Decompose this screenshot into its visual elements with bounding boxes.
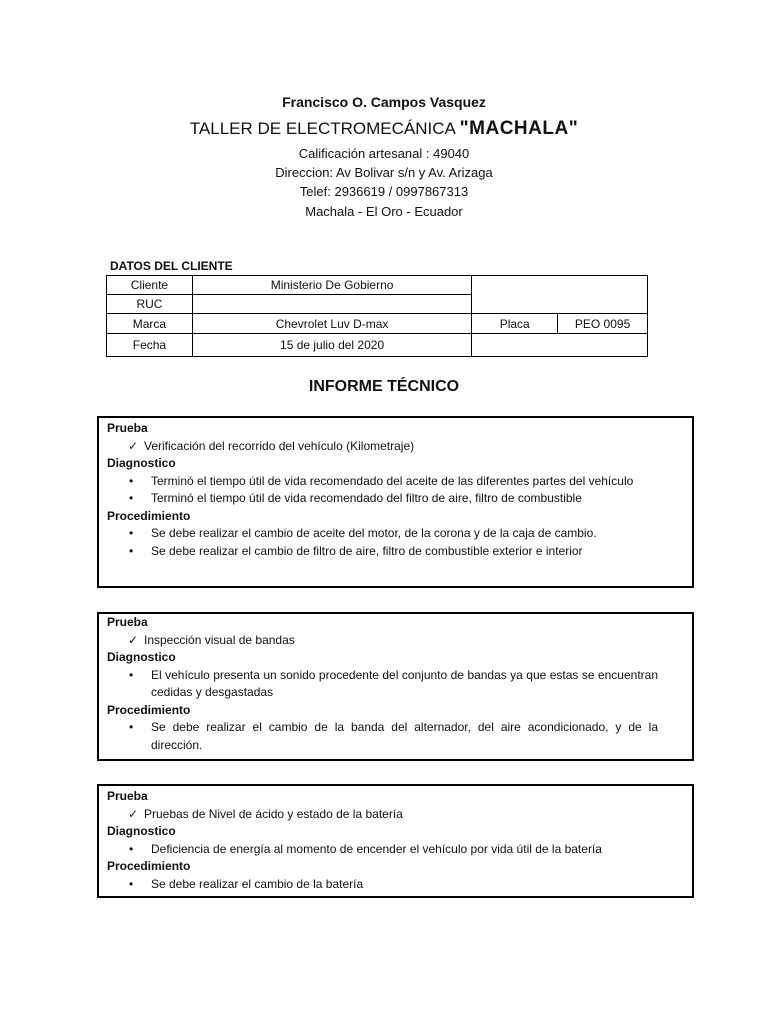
placa-value: PEO 0095 xyxy=(558,314,648,334)
prueba-heading: Prueba xyxy=(107,789,148,803)
ruc-value xyxy=(192,295,471,314)
diagnostico-heading: Diagnostico xyxy=(107,824,176,838)
procedimiento-text: Se debe realizar el cambio de la batería xyxy=(151,876,364,891)
cliente-label: Cliente xyxy=(107,276,193,295)
bullet-icon: • xyxy=(129,473,134,488)
report-section-1 xyxy=(97,416,694,588)
diagnostico-text: Terminó el tiempo útil de vida recomendado del filtro de aire, filtro de combustible xyxy=(151,491,582,505)
fecha-value: 15 de julio del 2020 xyxy=(192,334,471,357)
bullet-icon: • xyxy=(129,526,134,540)
table-row xyxy=(107,334,648,357)
procedimiento-text: Se debe realizar el cambio de aceite del motor, de la corona y de la caja de cambio. xyxy=(151,526,597,540)
list-item xyxy=(107,438,658,456)
prueba-text: Pruebas de Nivel de ácido y estado de la batería xyxy=(144,806,403,821)
procedimiento-text: Se debe realizar el cambio de filtro de aire, filtro de combustible exterior e interior xyxy=(151,543,583,558)
header-line-location: Machala - El Oro - Ecuador xyxy=(305,204,463,219)
prueba-heading: Prueba xyxy=(107,421,148,435)
placa-label: Placa xyxy=(472,314,558,334)
list-item xyxy=(107,841,658,859)
list-item xyxy=(107,719,658,754)
bullet-icon: • xyxy=(129,841,134,856)
marca-label: Marca xyxy=(107,314,193,334)
table-row xyxy=(107,314,648,334)
empty-cell xyxy=(472,276,648,314)
client-section-title: DATOS DEL CLIENTE xyxy=(110,259,233,273)
procedimiento-text: Se debe realizar el cambio de la banda del alternador, del aire acondicionado, y de la dirección. xyxy=(151,720,658,752)
header-line-phone: Telef: 2936619 / 0997867313 xyxy=(299,184,469,199)
list-item xyxy=(107,876,658,894)
list-item xyxy=(107,632,658,650)
check-icon: ✓ xyxy=(128,632,139,647)
header-line-qualification: Calificación artesanal : 49040 xyxy=(298,146,470,161)
bullet-icon: • xyxy=(129,543,134,558)
header-line-address: Direccion: Av Bolivar s/n y Av. Arizaga xyxy=(275,165,493,180)
prueba-text: Verificación del recorrido del vehículo (Kilometraje) xyxy=(144,438,415,453)
marca-value: Chevrolet Luv D-max xyxy=(192,314,471,334)
bullet-icon: • xyxy=(129,667,134,682)
list-item xyxy=(107,806,658,824)
empty-cell xyxy=(472,334,648,357)
diagnostico-heading: Diagnostico xyxy=(107,650,176,664)
fecha-label: Fecha xyxy=(107,334,193,357)
list-item xyxy=(107,543,658,561)
diagnostico-text: Terminó el tiempo útil de vida recomendado del aceite de las diferentes partes del vehículo xyxy=(151,473,634,488)
procedimiento-heading: Procedimiento xyxy=(107,859,191,873)
report-section-3 xyxy=(97,784,694,898)
procedimiento-heading: Procedimiento xyxy=(107,508,191,523)
bullet-icon: • xyxy=(129,491,134,505)
diagnostico-text: El vehículo presenta un sonido procedente del conjunto de bandas ya que estas se encuentran cedidas y desgastadas xyxy=(151,667,658,699)
check-icon: ✓ xyxy=(128,806,139,821)
client-table xyxy=(106,275,648,357)
report-section-2 xyxy=(97,612,694,761)
list-item xyxy=(107,490,658,508)
list-item xyxy=(107,667,658,702)
bullet-icon: • xyxy=(129,876,134,891)
prueba-heading: Prueba xyxy=(107,615,148,629)
list-item xyxy=(107,473,658,491)
check-icon: ✓ xyxy=(128,438,139,453)
table-row xyxy=(107,276,648,295)
workshop-owner: Francisco O. Campos Vasquez xyxy=(282,94,486,110)
procedimiento-heading: Procedimiento xyxy=(107,702,191,717)
diagnostico-heading: Diagnostico xyxy=(107,456,176,470)
diagnostico-text: Deficiencia de energía al momento de encender el vehículo por vida útil de la batería xyxy=(151,841,602,856)
workshop-title xyxy=(0,118,768,140)
list-item xyxy=(107,525,658,543)
cliente-value: Ministerio De Gobierno xyxy=(192,276,471,295)
report-title: INFORME TÉCNICO xyxy=(308,378,460,395)
prueba-text: Inspección visual de bandas xyxy=(144,632,295,647)
workshop-brand: "MACHALA" xyxy=(459,118,579,139)
workshop-title-prefix: TALLER DE ELECTROMECÁNICA xyxy=(189,119,460,138)
bullet-icon: • xyxy=(129,720,134,734)
ruc-label: RUC xyxy=(107,295,193,314)
